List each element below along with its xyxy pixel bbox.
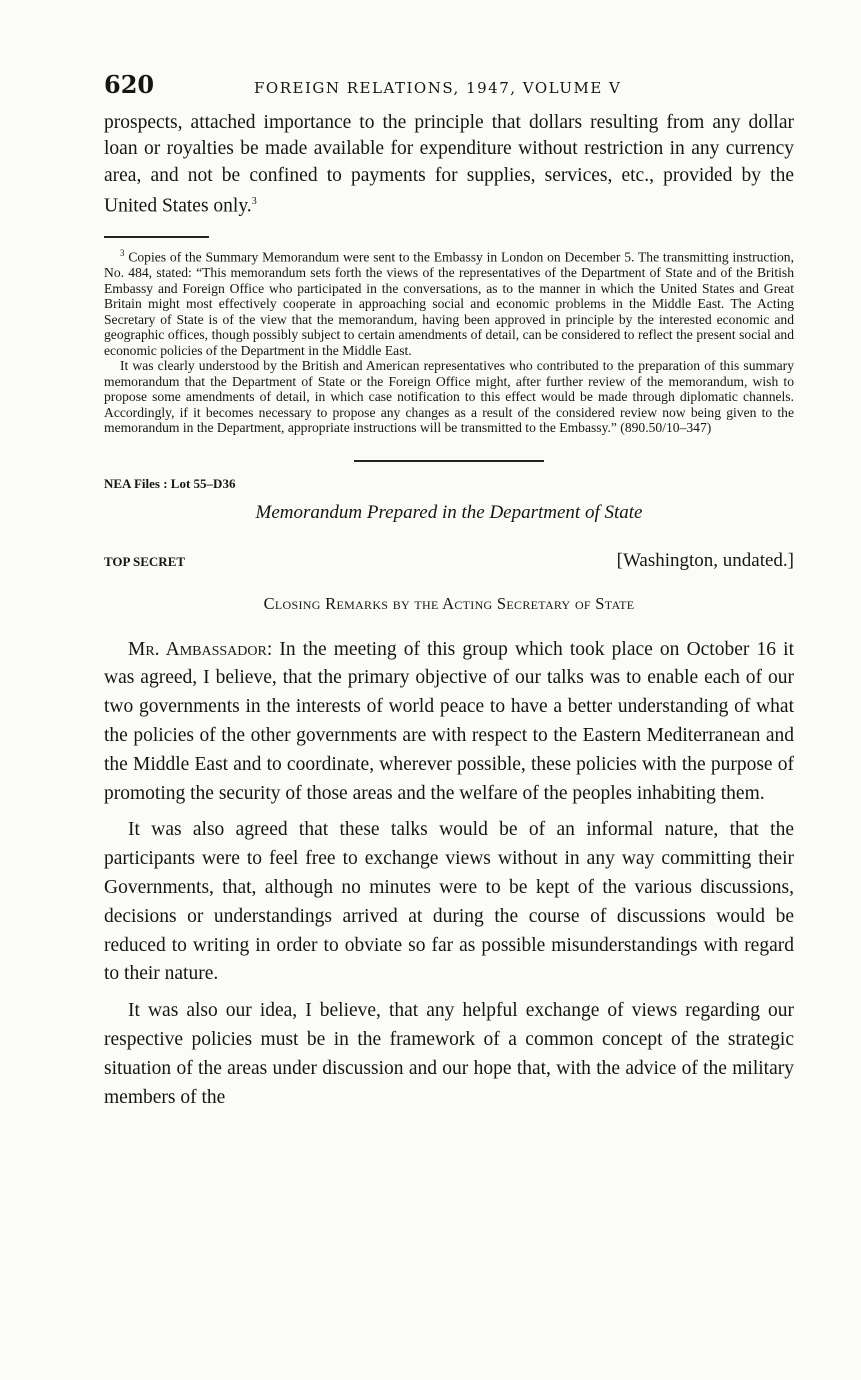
running-head: FOREIGN RELATIONS, 1947, VOLUME V — [254, 79, 622, 97]
classification-label: TOP SECRET — [104, 553, 186, 569]
dateline: [Washington, undated.] — [616, 549, 794, 571]
document-page — [104, 70, 794, 1120]
continuation-paragraph — [104, 110, 794, 220]
body-paragraph-1 — [104, 636, 794, 809]
footnote-text-1: Copies of the Summary Memorandum were sent to the Embassy in London on December 5. The transmitting instruction, No. 484, stated: “This memorandum sets forth the views of the representatives of the Department of State and of the British Embassy and Foreign Office who participated in the conversations, as to the manner in which the United States and Great Britain might most effectively cooperate in approaching social and economic problems in the Middle East. The Acting Secretary of State is of the view that the memorandum, having been approved in principle by the interested economic and geographic offices, though possibly subject to certain amendments of detail, can be considered to reflect the present social and economic policies of the Department in the Middle East. — [104, 249, 794, 358]
body-paragraph-3: It was also our idea, I believe, that any helpful exchange of views regarding our respective policies must be in the framework of a common concept of the strategic situation of the areas under discussion and our hope that, with the advice of the military members of the — [104, 1000, 794, 1108]
body-paragraph-2: It was also agreed that these talks would be of an informal nature, that the participants were to feel free to exchange views without in any way committing their Governments, that, although no minutes were to be kept of the various discussions, decisions or understandings arrived at during the course of discussions would be reduced to writing in order to obviate so far as possible misunderstandings with regard to their nature. — [104, 819, 794, 985]
footnote-marker: 3 — [120, 248, 125, 259]
page-number: 620 — [104, 70, 155, 99]
document-title: Memorandum Prepared in the Department of State — [255, 501, 643, 523]
footnote-divider — [104, 236, 209, 238]
footnote-reference[interactable]: 3 — [251, 196, 257, 208]
footnote-paragraph-1 — [104, 246, 794, 358]
speaker-label: Mr. Ambassador — [128, 638, 267, 660]
body-paragraph-1-text: : In the meeting of this group which took place on October 16 it was agreed, I believe, that the primary objective of our talks was to enable each of our two governments in the interests of world peace to have a better understanding of what the policies of the other governments are with respect to the Eastern Mediterranean and the Middle East and to coordinate, wherever possible, these policies with the purpose of promoting the security of those areas and the welfare of the peoples inhabiting them. — [104, 638, 794, 804]
section-heading: Closing Remarks by the Acting Secretary of State — [263, 593, 635, 613]
files-reference: NEA Files : Lot 55–D36 — [104, 475, 236, 491]
classification-line — [104, 550, 794, 572]
footnote-paragraph-2: It was clearly understood by the British and American representatives who contributed to the preparation of this summary memorandum that the Department of State or the Foreign Office might, after further review of the memorandum, wish to propose some amendments of detail, in which case notification to this effect would be made through diplomatic channels. Accordingly, if it becomes necessary to propose any changes as a result of the considered review now being given to the memorandum in the Department, appropriate instructions will be transmitted to the Embassy.” (890.50/10–347) — [104, 358, 794, 436]
section-divider — [354, 460, 544, 462]
continuation-text: prospects, attached importance to the principle that dollars resulting from any dollar loan or royalties be made available for expenditure without restriction in any currency area, and not be confined to payments for supplies, services, etc., provided by the United States only. — [104, 112, 794, 217]
page-header — [104, 70, 794, 110]
